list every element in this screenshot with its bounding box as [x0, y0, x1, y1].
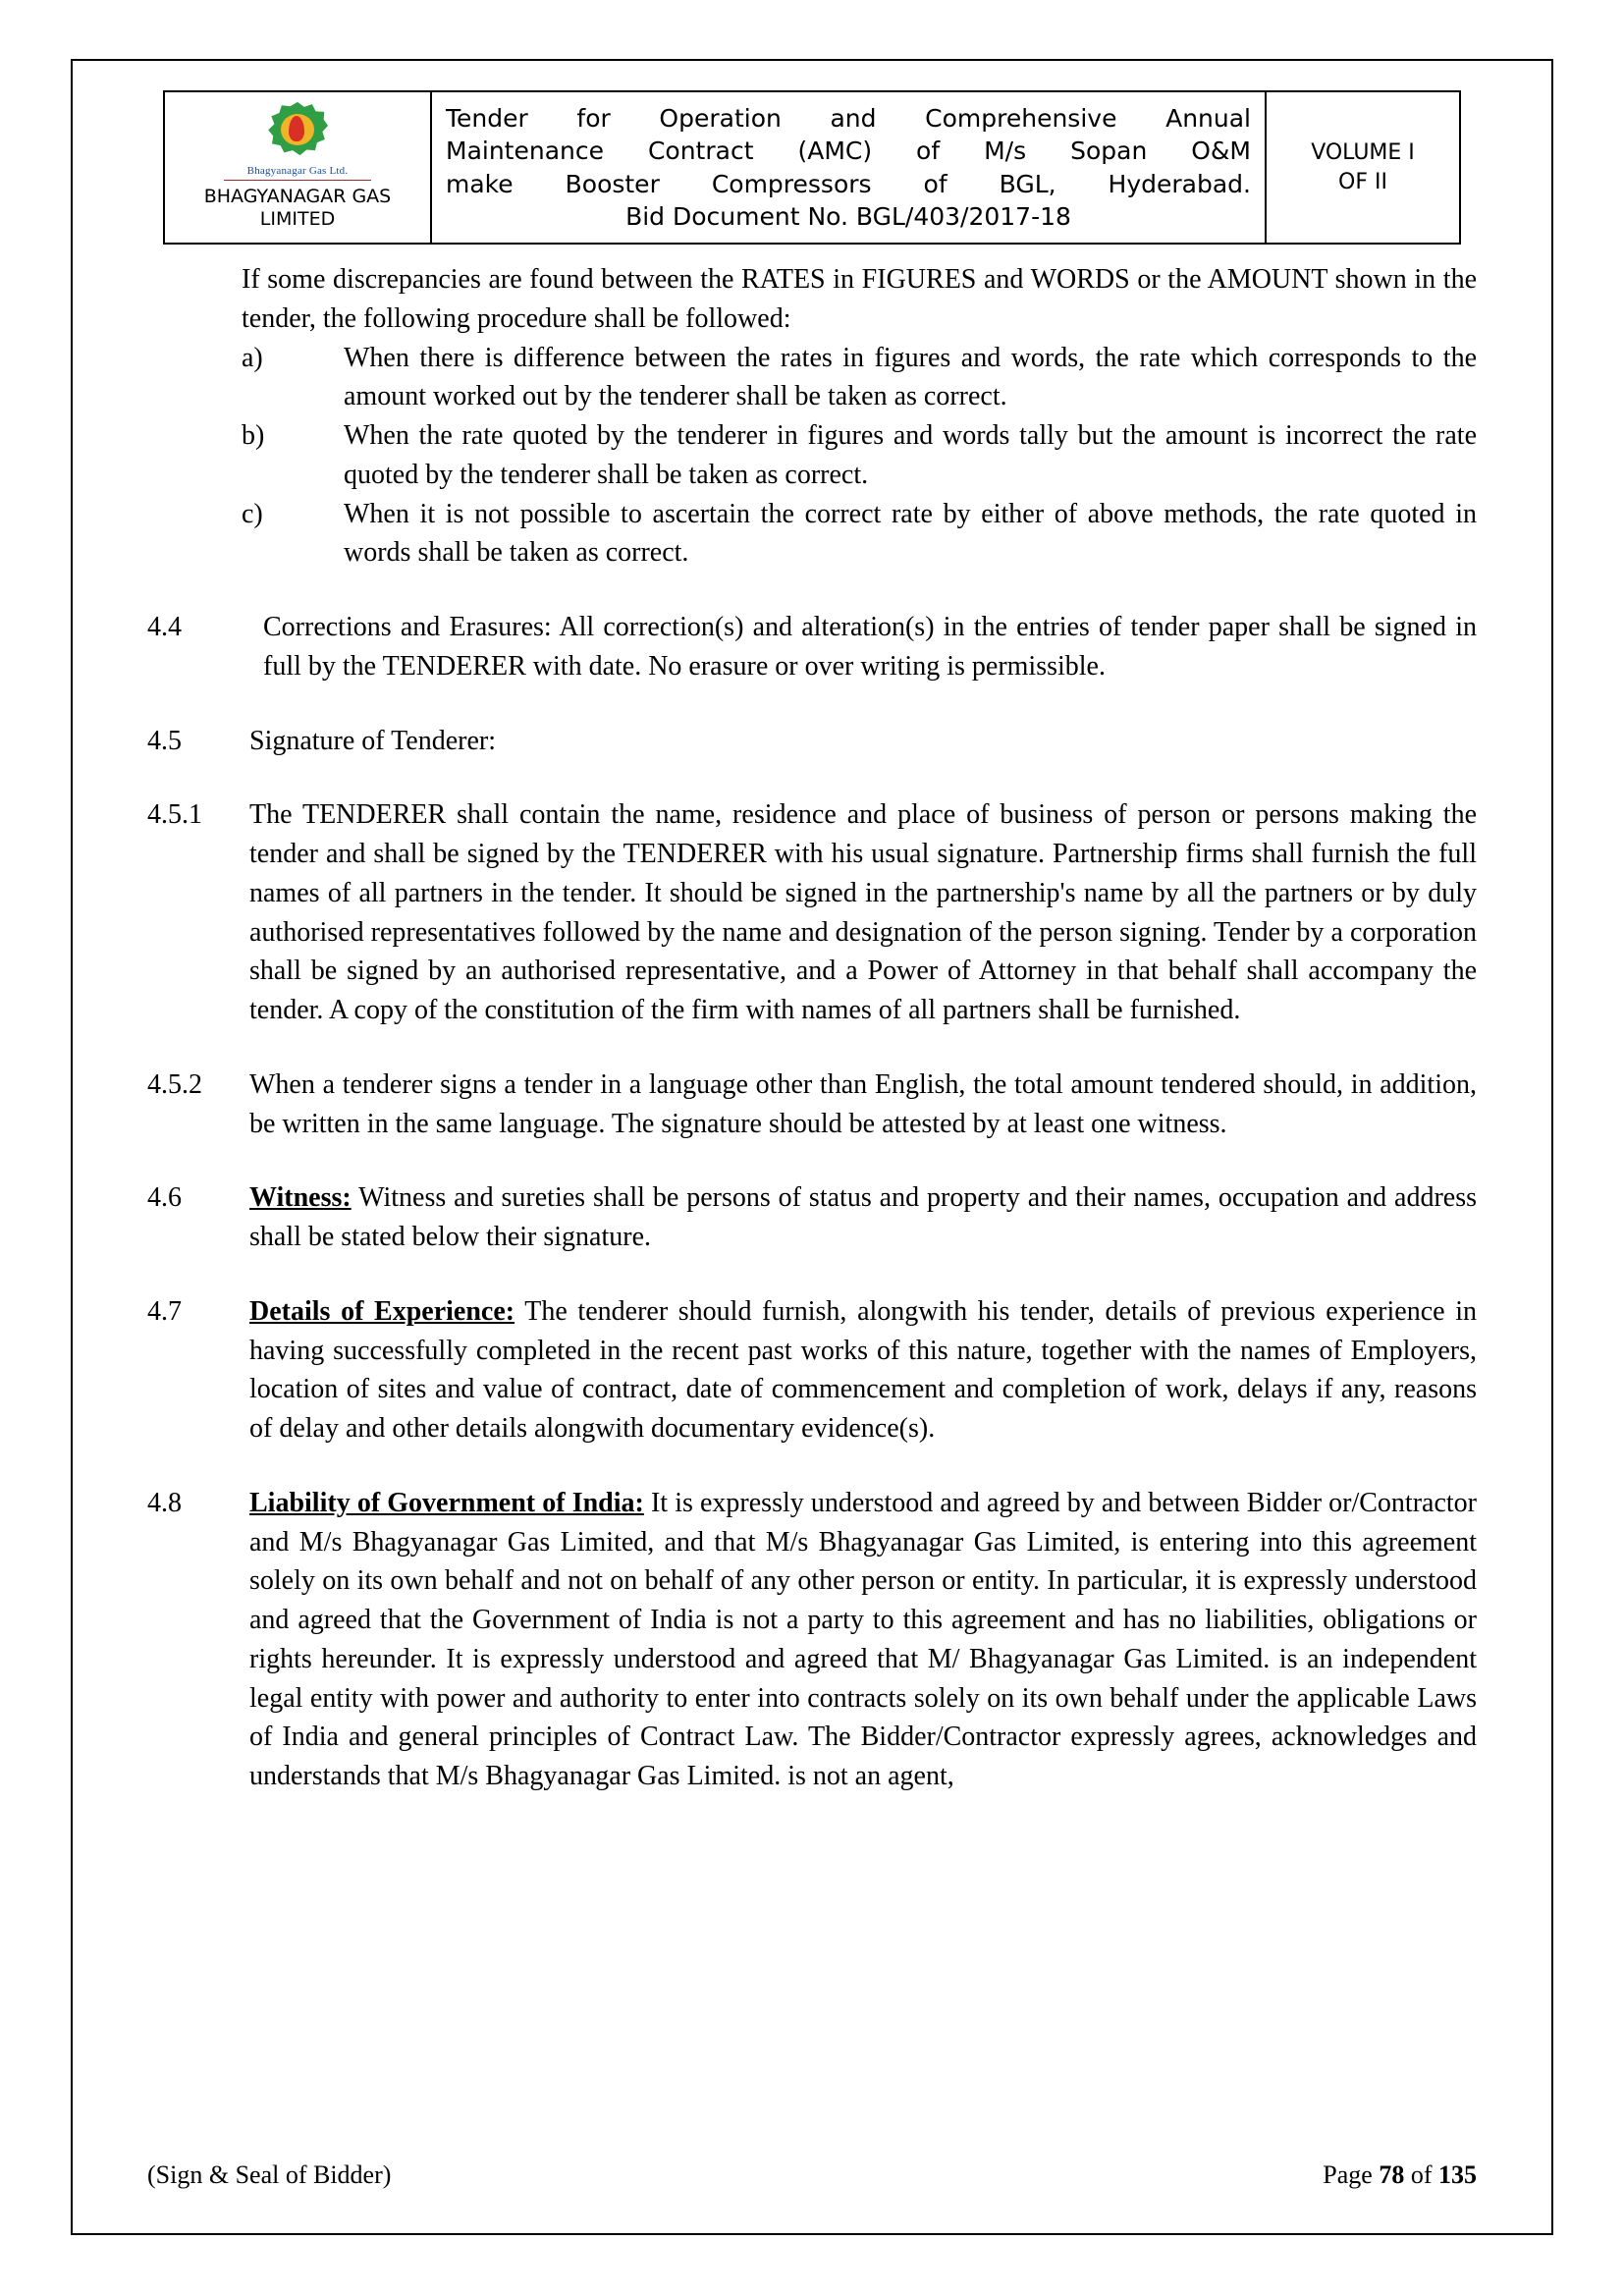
clause-number-4-6: 4.6: [147, 1182, 182, 1214]
clause-4-7: [147, 1292, 1477, 1449]
clause-text-4-5-1: The TENDERER shall contain the name, residence and place of business of person or persons making the tender and shall be signed by the TENDERER with his usual signature. Partnership firms shall furnish the full names of all partners in the tender. It should be signed in the partnership's name by all the partners or by duly authorised representatives followed by the name and designation of the person signing. Tender by a corporation shall be signed by an authorised representative, and a Power of Attorney in that behalf shall accompany the tender. A copy of the constitution of the firm with names of all partners shall be furnished.: [249, 799, 1477, 1025]
clause-4-8: [147, 1484, 1477, 1796]
company-name-line2: LIMITED: [259, 208, 336, 230]
list-text-a: When there is difference between the rates in figures and words, the rate which corresponds to the amount worked out by the tenderer shall be taken as correct.: [344, 342, 1477, 412]
clause-number-4-7: 4.7: [147, 1295, 182, 1327]
clause-body-4-6: [249, 1178, 1477, 1257]
volume-line1: VOLUME I: [1311, 139, 1415, 165]
footer-sign-seal: (Sign & Seal of Bidder): [147, 2160, 392, 2189]
clause-text-4-5: Signature of Tenderer:: [249, 725, 496, 756]
clause-text-4-5-2: When a tenderer signs a tender in a language other than English, the total amount tendered should, in addition, be written in the same language. The signature should be attested by at least one witness.: [249, 1068, 1477, 1139]
document-body: [147, 260, 1477, 1796]
volume-line2: OF II: [1338, 169, 1387, 194]
logo-brand-subtext: Bhagyanagar Gas Ltd.: [246, 164, 349, 177]
clause-4-5-1: [147, 795, 1477, 1030]
header-title-cell: [431, 91, 1266, 244]
footer-total-pages: 135: [1438, 2160, 1477, 2189]
clause-4-4: [147, 608, 1477, 686]
page-footer: [147, 2160, 1477, 2190]
clause-number-4-8: 4.8: [147, 1487, 182, 1518]
footer-current-page: 78: [1379, 2160, 1405, 2189]
header-title-line-3: make Booster Compressors of BGL, Hyderabad.: [446, 169, 1251, 198]
footer-of-label: of: [1404, 2160, 1438, 2189]
footer-page-label: Page: [1323, 2160, 1380, 2189]
list-item-c: [242, 495, 1477, 574]
list-item-b: [242, 416, 1477, 495]
clause-body-4-7: [249, 1292, 1477, 1449]
intro-paragraph: If some discrepancies are found between the RATES in FIGURES and WORDS or the AMOUNT shown in the tender, the following procedure shall be followed:: [242, 264, 1477, 334]
clause-number-4-5-2: 4.5.2: [147, 1068, 202, 1100]
header-volume-cell: [1266, 91, 1460, 244]
clause-4-5: [147, 722, 1477, 761]
clause-4-6: [147, 1178, 1477, 1257]
clause-heading-4-6: Witness:: [249, 1182, 352, 1214]
list-text-c: When it is not possible to ascertain the correct rate by either of above methods, the rate quoted in words shall be taken as correct.: [344, 498, 1477, 569]
header-logo-cell: [164, 91, 431, 244]
list-marker-a: a): [242, 342, 263, 373]
header-title-line-1: Tender for Operation and Comprehensive Annual: [446, 104, 1251, 133]
clause-text-4-6: Witness and sureties shall be persons of status and property and their names, occupation and address shall be stated below their signature.: [249, 1182, 1477, 1252]
clause-heading-4-7: Details of Experience:: [249, 1295, 515, 1327]
list-marker-c: c): [242, 498, 263, 529]
clause-number-4-4: 4.4: [147, 612, 182, 642]
clause-text-4-8: It is expressly understood and agreed by and between Bidder or/Contractor and M/s Bhagyanagar Gas Limited, and that M/s Bhagyanagar Gas Limited, is entering into this agreement solely on its own behalf and not on behalf of any other person or entity. In particular, it is expressly understood and agreed that the Government of India is not a party to this agreement and has no liabilities, obligations or rights hereunder. It is expressly understood and agreed that M/ Bhagyanagar Gas Limited. is an independent legal entity with power and authority to enter into contracts solely on its own behalf under the applicable Laws of India and general principles of Contract Law. The Bidder/Contractor expressly agrees, acknowledges and understands that M/s Bhagyanagar Gas Limited. is not an agent,: [249, 1487, 1477, 1791]
clause-number-4-5: 4.5: [147, 725, 182, 756]
header-bid-document-no: Bid Document No. BGL/403/2017-18: [625, 201, 1071, 231]
clause-text-4-7: The tenderer should furnish, alongwith his tender, details of previous experience in having successfully completed in the recent past works of this nature, together with the names of Employers, location of sites and value of contract, date of commencement and completion of work, delays if any, reasons of delay and other details alongwith documentary evidence(s).: [249, 1295, 1477, 1444]
list-text-b: When the rate quoted by the tenderer in figures and words tally but the amount is incorrect the rate quoted by the tenderer shall be taken as correct.: [344, 420, 1477, 490]
clause-text-4-4: Corrections and Erasures: All correction(s) and alteration(s) in the entries of tender paper shall be signed in full by the TENDERER with date. No erasure or over writing is permissible.: [263, 612, 1477, 682]
document-header-table: [163, 90, 1461, 245]
page-content: [71, 59, 1553, 1796]
company-name-line1: BHAGYANAGAR GAS: [203, 185, 392, 207]
footer-page-number: [1323, 2160, 1477, 2190]
clause-4-5-2: [147, 1066, 1477, 1144]
logo-divider: [224, 180, 371, 181]
clause-heading-4-8: Liability of Government of India:: [249, 1487, 644, 1518]
list-item-a: [242, 339, 1477, 417]
bgl-logo-icon: [259, 102, 336, 163]
clause-number-4-5-1: 4.5.1: [147, 799, 202, 831]
list-marker-b: b): [242, 420, 265, 451]
clause-body-4-8: [249, 1484, 1477, 1796]
header-title-line-2: Maintenance Contract (AMC) of M/s Sopan O&M: [446, 137, 1251, 166]
